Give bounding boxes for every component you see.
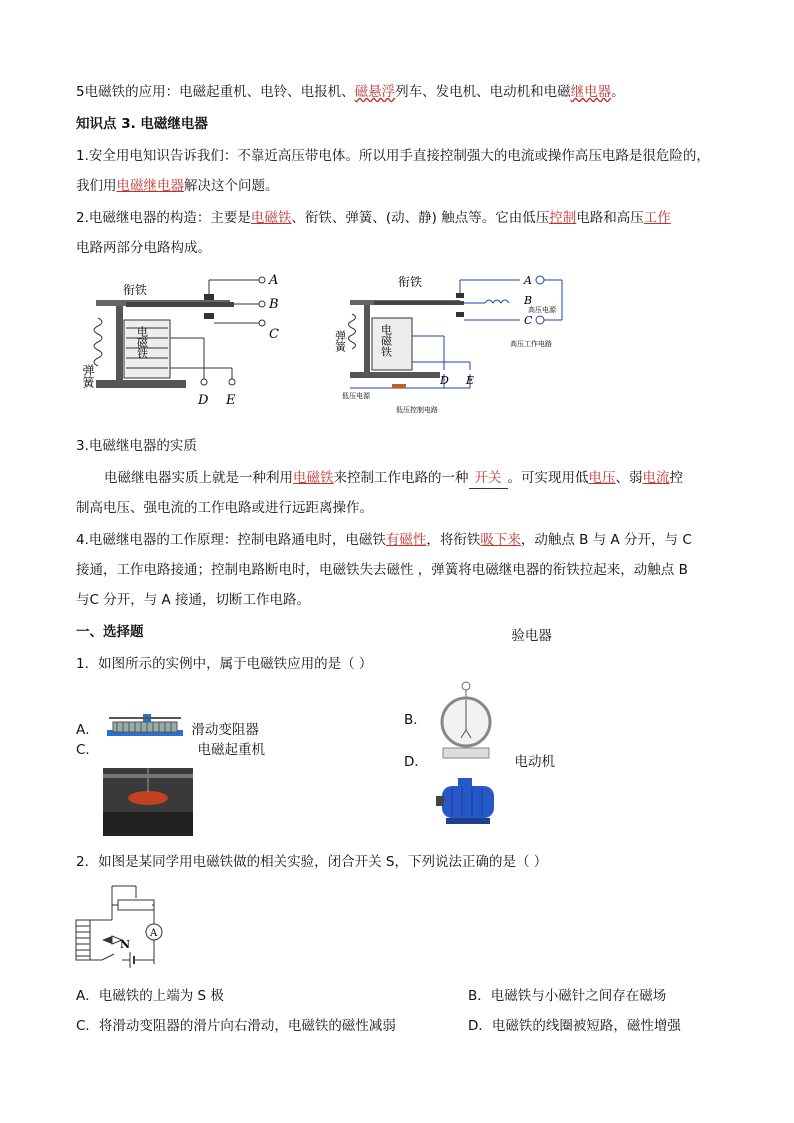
safety-line-2: 我们用电磁继电器解决这个问题。: [76, 178, 279, 194]
electroscope-icon: [431, 680, 501, 762]
q2-option-d[interactable]: D．电磁铁的线圈被短路，磁性增强: [468, 1018, 681, 1034]
applications-line: 5电磁铁的应用：电磁起重机、电铃、电报机、磁悬浮列车、发电机、电动机和电磁继电器。: [76, 84, 625, 100]
frame-base: [96, 380, 186, 388]
terminal-d-label: D: [440, 374, 449, 387]
armature-label: 衔铁: [123, 283, 148, 297]
principle-line-2: 接通，工作电路接通；控制电路断电时，电磁铁失去磁性 ，弹簧将电磁继电器的衔铁拉起来，动触点 B: [76, 562, 688, 578]
q1-option-b[interactable]: B． 验电器: [404, 680, 546, 762]
q1-option-c[interactable]: C． 电磁起重机: [76, 768, 265, 836]
structure-line-1: 2.电磁继电器的构造：主要是电磁铁、衔铁、弹簧、(动、静) 触点等。它由低压控制电路和高压工作: [76, 210, 671, 226]
hv-circuit-label: 高压工作电路: [510, 340, 552, 348]
ammeter-label: A: [150, 928, 158, 939]
principle-line-1: 4.电磁继电器的工作原理：控制电路通电时，电磁铁有磁性，将衔铁吸下来，动触点 B 与 A 分开，与 C: [76, 532, 692, 548]
knowledge-point-heading: 知识点 3. 电磁继电器: [76, 116, 208, 132]
q1-option-a[interactable]: A． 滑动变阻器: [76, 710, 259, 750]
principle-line-3: 与C 分开，与 A 接通，切断工作电路。: [76, 592, 311, 608]
hv-source-label: 高压电源: [528, 306, 556, 314]
essence-line-2: 制高电压、强电流的工作电路或进行远距离操作。: [76, 500, 373, 516]
terminal-a-label: A: [524, 274, 532, 287]
coil-label: 电磁铁: [379, 324, 393, 357]
spring-label: 弹簧: [81, 364, 95, 388]
spring-icon: [94, 318, 102, 366]
coil-label: 电磁铁: [135, 326, 149, 359]
relay-circuit-figure: [333, 270, 580, 420]
armature-label: 衔铁: [398, 275, 423, 289]
spring-label: 弹簧: [333, 330, 347, 352]
compass-needle-icon: [102, 936, 112, 944]
terminal-c-label: C: [524, 314, 533, 327]
question-2-stem: 2．如图是某同学用电磁铁做的相关实验，闭合开关 S，下列说法正确的是（ ）: [76, 854, 548, 870]
q1-option-d[interactable]: D． 电动机: [404, 774, 549, 830]
lv-source-label: 低压电源: [342, 392, 370, 400]
terminal-b-label: B: [524, 294, 533, 307]
terminal-d-label: D: [198, 393, 209, 408]
battery-icon: [392, 384, 406, 388]
q2-circuit-figure: [72, 880, 172, 972]
section-heading: 一、选择题: [76, 624, 144, 640]
essence-line-1: 电磁继电器实质上就是一种利用电磁铁来控制工作电路的一种 开关 。可实现用低电压、弱电流控: [104, 468, 683, 489]
frame-left: [116, 300, 123, 384]
q2-option-b[interactable]: B．电磁铁与小磁针之间存在磁场: [468, 988, 667, 1004]
terminal-c-label: C: [269, 327, 279, 342]
terminal-e-label: E: [226, 393, 236, 408]
crane-photo: [103, 768, 193, 836]
needle-n-label: N: [120, 938, 131, 951]
safety-line-1: 1.安全用电知识告诉我们：不靠近高压带电体。所以用手直接控制强大的电流或操作高压电路是很危险的，: [76, 148, 710, 164]
terminal-b-label: B: [269, 297, 279, 312]
lamp-c-icon: [536, 316, 544, 324]
relay-structure-figure: [81, 268, 286, 414]
rheostat-icon: [103, 710, 187, 750]
lamp-a-icon: [536, 276, 544, 284]
terminal-e-label: E: [466, 374, 475, 387]
switch-icon: [102, 954, 114, 960]
q2-option-a[interactable]: A．电磁铁的上端为 S 极: [76, 988, 224, 1004]
motor-icon: [432, 774, 504, 830]
question-1-stem: 1．如图所示的实例中，属于电磁铁应用的是（ ）: [76, 656, 373, 672]
structure-line-2: 电路两部分电路构成。: [76, 240, 211, 256]
q2-option-c[interactable]: C．将滑动变阻器的滑片向右滑动，电磁铁的磁性减弱: [76, 1018, 396, 1034]
armature-bar: [126, 302, 234, 307]
lv-circuit-label: 低压控制电路: [396, 406, 438, 414]
terminal-a-label: A: [269, 273, 279, 288]
rheostat-icon: [118, 900, 154, 910]
spring-icon: [349, 314, 356, 349]
essence-title: 3.电磁继电器的实质: [76, 438, 197, 454]
